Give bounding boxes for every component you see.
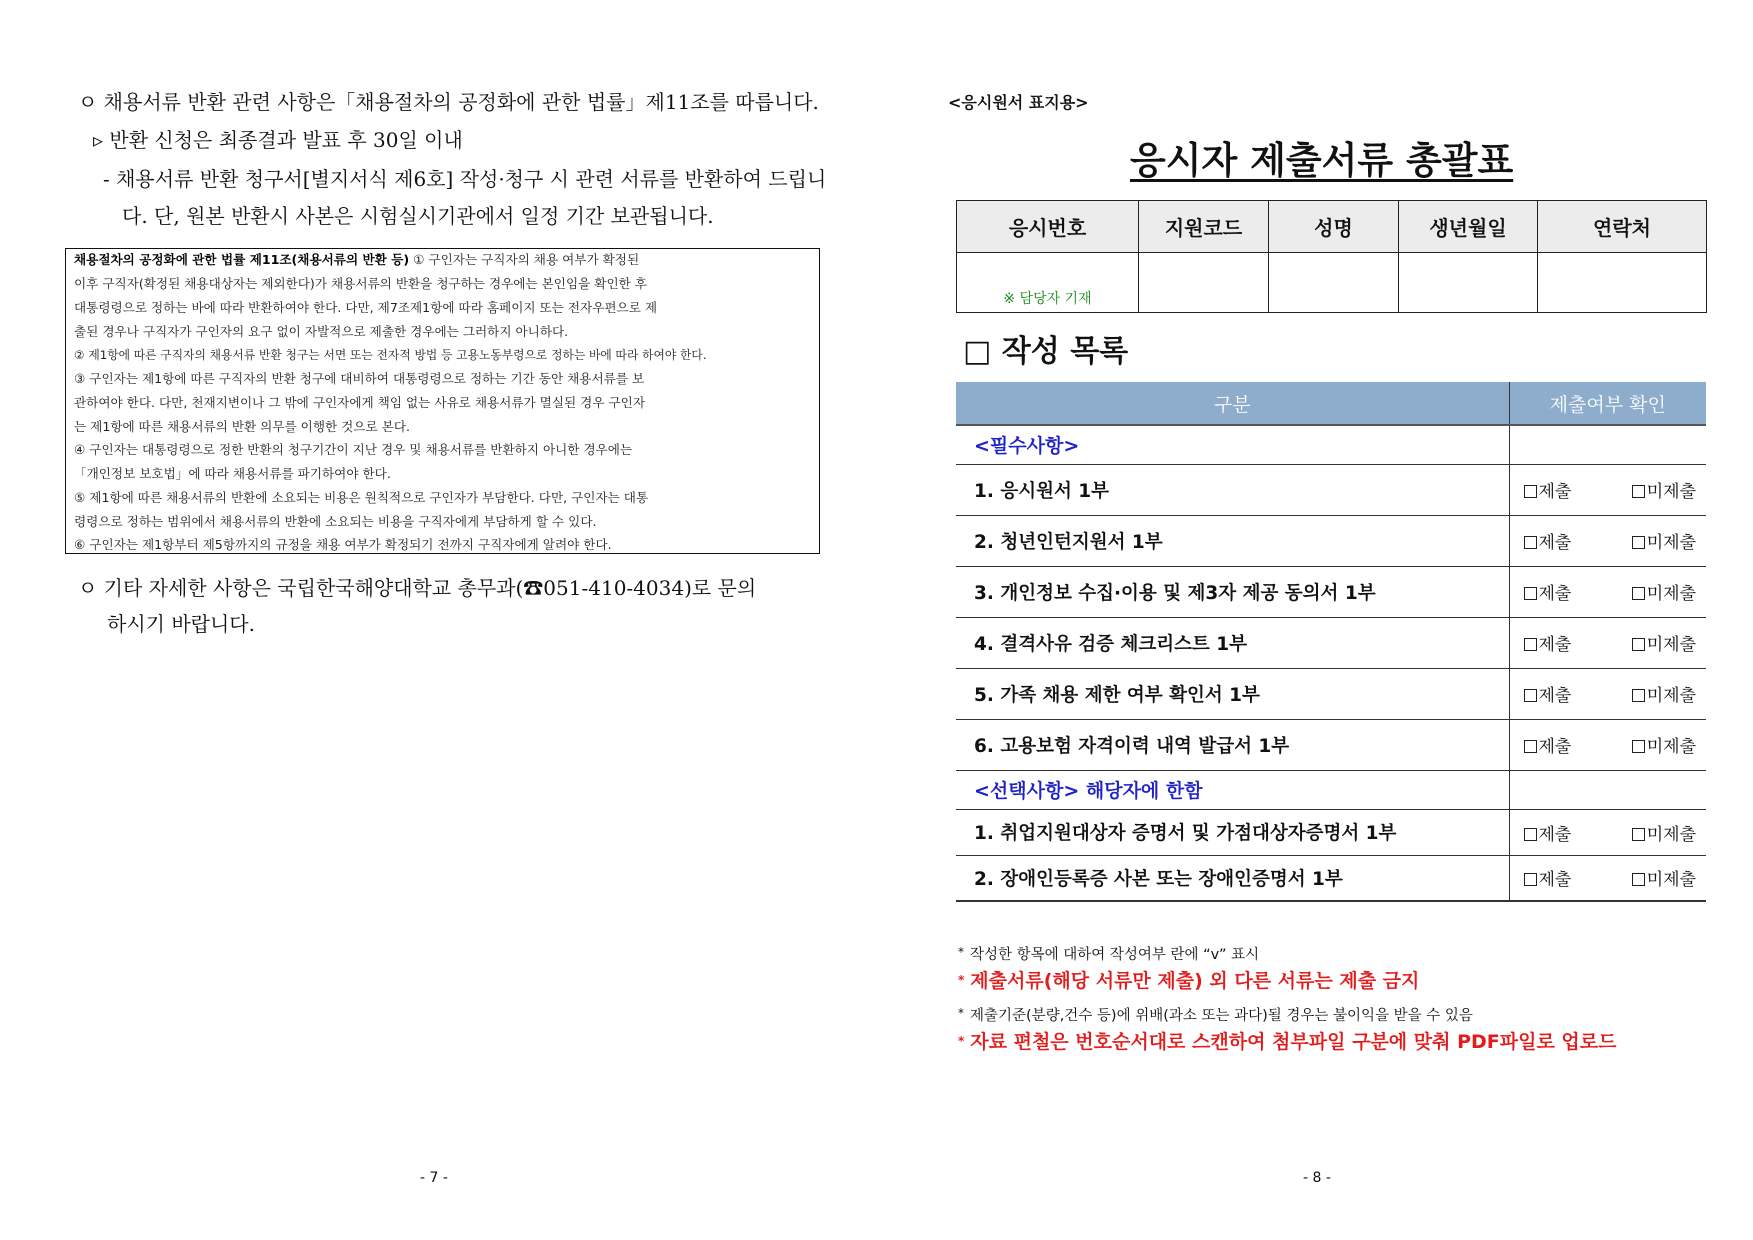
optional-item: 1. 취업지원대상자 증명서 및 가점대상자증명서 1부 [956,809,1509,855]
required-item: 1. 응시원서 1부 [956,464,1509,515]
contact-text-cont: 하시기 바랍니다. [107,612,255,636]
checkbox-icon [1632,638,1645,651]
note-line-warning: * 제출서류(해당 서류만 제출) 외 다른 서류는 제출 금지 [958,970,1420,992]
law-line: 령령으로 정하는 범위에서 채용서류의 반환에 소요되는 비용을 구직자에게 부담하게 할 수 있다. [74,514,597,529]
note-line: * 제출기준(분량,건수 등)에 위배(과소 또는 과다)될 경우는 불이익을 받을 수 있음 [958,1006,1473,1024]
not-submitted-checkbox[interactable]: 미제출 [1632,732,1696,757]
checkbox-icon [1632,873,1645,886]
not-submitted-checkbox[interactable]: 미제출 [1632,477,1696,502]
return-policy-text: ㅇ 채용서류 반환 관련 사항은「채용절차의 공정화에 관한 법률」제11조를 따릅니다. [78,90,819,114]
law-article-box [65,248,820,554]
checkbox-icon [1524,873,1537,886]
table-row [956,464,1706,515]
submitted-checkbox[interactable]: 제출 [1524,820,1572,845]
not-submitted-checkbox[interactable]: 미제출 [1632,681,1696,706]
law-line: ③ 구인자는 제1항에 따른 구직자의 반환 청구에 대비하여 대통령령으로 정하는 기간 동안 채용서류를 보 [74,371,645,386]
applicant-info-table [956,200,1707,313]
law-line: 채용절차의 공정화에 관한 법률 제11조(채용서류의 반환 등) ① 구인자는 구직자의 채용 여부가 확정된 [74,252,640,267]
col-birthdate: 생년월일 [1399,201,1538,253]
table-row [956,668,1706,719]
checkbox-icon [1632,587,1645,600]
law-line: 는 제1항에 따른 채용서류의 반환 의무를 이행한 것으로 본다. [74,419,411,434]
checkbox-icon [1524,689,1537,702]
required-item: 3. 개인정보 수집·이용 및 제3자 제공 동의서 1부 [956,566,1509,617]
law-title: 채용절차의 공정화에 관한 법률 제11조(채용서류의 반환 등) [74,252,410,267]
table-row [956,855,1706,901]
note-line-warning: * 자료 편철은 번호순서대로 스캔하여 첨부파일 구분에 맞춰 PDF파일로 업로드 [958,1031,1617,1053]
col-support-code: 지원코드 [1139,201,1269,253]
note-line: * 작성한 항목에 대하여 작성여부 란에 “v” 표시 [958,945,1260,963]
return-copy-text: 다. 단, 원본 반환시 사본은 시험실시기관에서 일정 기간 보관됩니다. [122,204,714,228]
header-category: 구분 [956,382,1509,425]
checkbox-icon [1524,828,1537,841]
not-submitted-checkbox[interactable]: 미제출 [1632,820,1696,845]
required-section-label: <필수사항> [956,425,1509,464]
required-item: 2. 청년인턴지원서 1부 [956,515,1509,566]
checkbox-icon [1524,587,1537,600]
checkbox-icon [1632,536,1645,549]
checkbox-icon [1524,536,1537,549]
checkbox-icon [1632,740,1645,753]
required-item: 6. 고용보험 자격이력 내역 발급서 1부 [956,719,1509,770]
contact-cell[interactable] [1538,253,1707,313]
header-submission-check: 제출여부 확인 [1509,382,1706,425]
submitted-checkbox[interactable]: 제출 [1524,630,1572,655]
table-row [956,566,1706,617]
table-row [956,719,1706,770]
not-submitted-checkbox[interactable]: 미제출 [1632,630,1696,655]
name-cell[interactable] [1269,253,1399,313]
required-item: 5. 가족 채용 제한 여부 확인서 1부 [956,668,1509,719]
law-line: ⑤ 제1항에 따른 채용서류의 반환에 소요되는 비용은 원칙적으로 구인자가 부담한다. 다만, 구인자는 대통 [74,490,649,505]
col-contact: 연락처 [1538,201,1707,253]
checkbox-icon [1524,740,1537,753]
optional-section-label: <선택사항> 해당자에 한함 [956,770,1509,809]
checkbox-icon [1524,485,1537,498]
staff-only-note: ※ 담당자 기재 [1003,291,1092,307]
not-submitted-checkbox[interactable]: 미제출 [1632,528,1696,553]
applicant-number-cell[interactable] [957,253,1139,313]
law-line: ④ 구인자는 대통령령으로 정한 반환의 청구기간이 지난 경우 및 채용서류를 반환하지 아니한 경우에는 [74,442,633,457]
return-period-text: ▹ 반환 신청은 최종결과 발표 후 30일 이내 [93,128,463,152]
law-line: 출된 경우나 구직자가 구인자의 요구 없이 자발적으로 제출한 경우에는 그러하지 아니하다. [74,324,569,339]
submitted-checkbox[interactable]: 제출 [1524,579,1572,604]
optional-item: 2. 장애인등록증 사본 또는 장애인증명서 1부 [956,855,1509,901]
birthdate-cell[interactable] [1399,253,1538,313]
col-name: 성명 [1269,201,1399,253]
cover-label: <응시원서 표지용> [948,93,1089,112]
col-applicant-number: 응시번호 [957,201,1139,253]
law-line: ② 제1항에 따른 구직자의 채용서류 반환 청구는 서면 또는 전자적 방법 등 고용노동부령으로 정하는 바에 따라 하여야 한다. [74,348,707,362]
section-title: □ 작성 목록 [963,334,1129,369]
page-number-right: - 8 - [1303,1170,1331,1186]
required-item: 4. 결격사유 검증 체크리스트 1부 [956,617,1509,668]
table-row [956,515,1706,566]
not-submitted-checkbox[interactable]: 미제출 [1632,865,1696,890]
document-checklist-table [956,382,1706,902]
submitted-checkbox[interactable]: 제출 [1524,477,1572,502]
page-number-left: - 7 - [420,1170,448,1186]
checkbox-icon [1632,485,1645,498]
law-line: 이후 구직자(확정된 채용대상자는 제외한다)가 채용서류의 반환을 청구하는 경우에는 본인임을 확인한 후 [74,276,647,291]
submitted-checkbox[interactable]: 제출 [1524,865,1572,890]
return-request-text: - 채용서류 반환 청구서[별지서식 제6호] 작성·청구 시 관련 서류를 반환하여 드립니 [103,167,827,191]
submitted-checkbox[interactable]: 제출 [1524,528,1572,553]
page-title: 응시자 제출서류 총괄표 [1130,139,1514,182]
law-line: 「개인정보 보호법」에 따라 채용서류를 파기하여야 한다. [74,466,391,481]
not-submitted-checkbox[interactable]: 미제출 [1632,579,1696,604]
table-row [956,617,1706,668]
law-line: 대통령령으로 정하는 바에 따라 반환하여야 한다. 다만, 제7조제1항에 따라 홈페이지 또는 전자우편으로 제 [74,300,658,315]
checkbox-icon [1632,689,1645,702]
contact-text: ㅇ 기타 자세한 사항은 국립한국해양대학교 총무과(☎051-410-4034)로 문의 [78,576,757,600]
table-row [956,809,1706,855]
law-line: 관하여야 한다. 다만, 천재지변이나 그 밖에 구인자에게 책임 없는 사유로 채용서류가 멸실된 경우 구인자 [74,395,646,410]
support-code-cell[interactable] [1139,253,1269,313]
checkbox-icon [1632,828,1645,841]
submitted-checkbox[interactable]: 제출 [1524,732,1572,757]
checkbox-icon [1524,638,1537,651]
submitted-checkbox[interactable]: 제출 [1524,681,1572,706]
law-line: ⑥ 구인자는 제1항부터 제5항까지의 규정을 채용 여부가 확정되기 전까지 구직자에게 알려야 한다. [74,537,612,552]
